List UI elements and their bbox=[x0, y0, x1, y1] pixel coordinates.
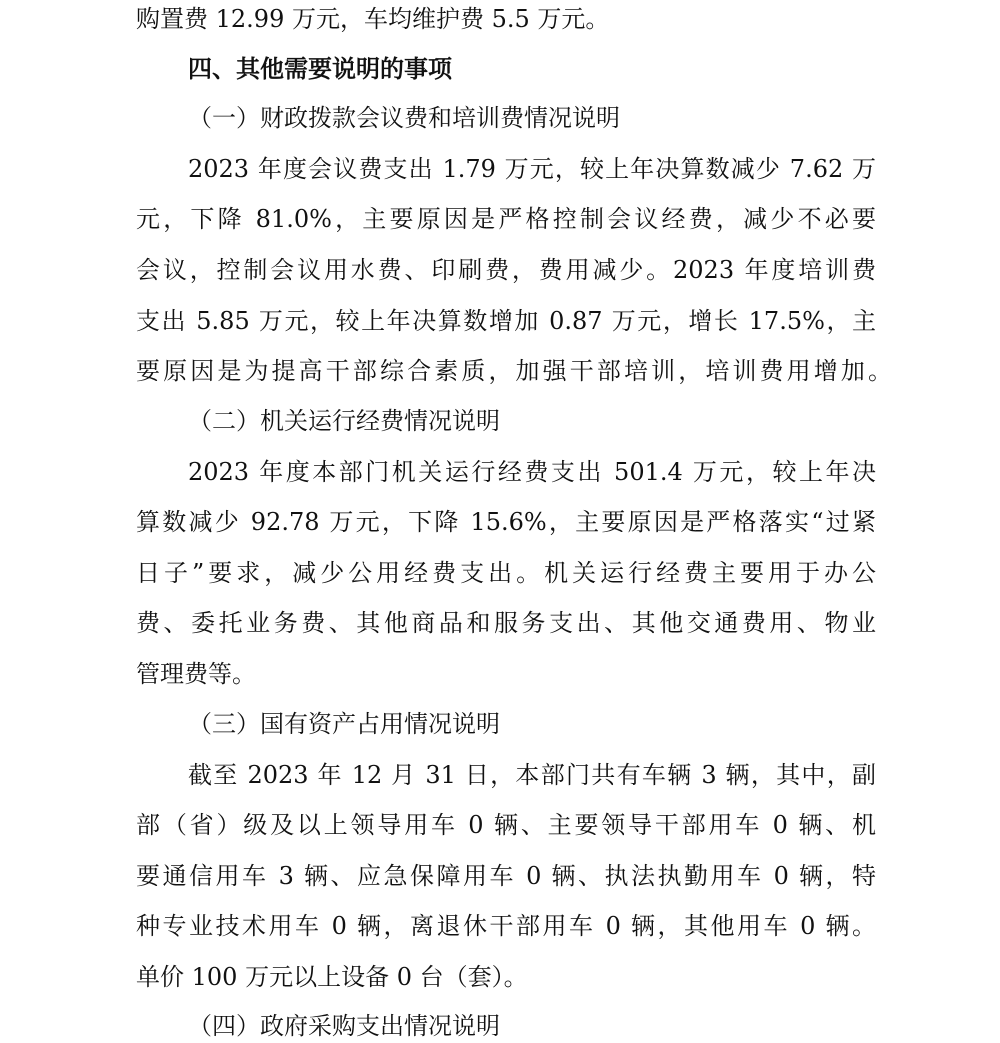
paragraph-line: 支出 5.85 万元，较上年决算数增加 0.87 万元，增长 17.5%，主 bbox=[136, 307, 876, 335]
paragraph-line: 要原因是为提高干部综合素质，加强干部培训，培训费用增加。 bbox=[136, 357, 892, 385]
paragraph-line: 要通信用车 3 辆、应急保障用车 0 辆、执法执勤用车 0 辆，特 bbox=[136, 862, 876, 890]
paragraph-line: 种专业技术用车 0 辆，离退休干部用车 0 辆，其他用车 0 辆。 bbox=[136, 912, 876, 940]
paragraph-line: 截至 2023 年 12 月 31 日，本部门共有车辆 3 辆，其中，副 bbox=[188, 761, 876, 789]
paragraph-line: 日子”要求，减少公用经费支出。机关运行经费主要用于办公 bbox=[136, 559, 876, 587]
subsection-heading: （一）财政拨款会议费和培训费情况说明 bbox=[188, 104, 620, 132]
text-line: 购置费 12.99 万元，车均维护费 5.5 万元。 bbox=[136, 5, 610, 33]
paragraph-line: 单价 100 万元以上设备 0 台（套）。 bbox=[136, 963, 528, 991]
paragraph-line: 部（省）级及以上领导用车 0 辆、主要领导干部用车 0 辆、机 bbox=[136, 811, 876, 839]
paragraph-line: 会议，控制会议用水费、印刷费，费用减少。2023 年度培训费 bbox=[136, 256, 876, 284]
subsection-heading: （二）机关运行经费情况说明 bbox=[188, 407, 500, 435]
paragraph-line: 元，下降 81.0%，主要原因是严格控制会议经费，减少不必要 bbox=[136, 205, 876, 233]
paragraph-line: 2023 年度本部门机关运行经费支出 501.4 万元，较上年决 bbox=[188, 458, 876, 486]
paragraph-line: 2023 年度会议费支出 1.79 万元，较上年决算数减少 7.62 万 bbox=[188, 155, 876, 183]
subsection-heading: （四）政府采购支出情况说明 bbox=[188, 1012, 500, 1040]
section-heading: 四、其他需要说明的事项 bbox=[188, 55, 452, 83]
paragraph-line: 管理费等。 bbox=[136, 660, 256, 688]
paragraph-line: 费、委托业务费、其他商品和服务支出、其他交通费用、物业 bbox=[136, 609, 876, 637]
paragraph-line: 算数减少 92.78 万元，下降 15.6%，主要原因是严格落实“过紧 bbox=[136, 508, 876, 536]
subsection-heading: （三）国有资产占用情况说明 bbox=[188, 710, 500, 738]
